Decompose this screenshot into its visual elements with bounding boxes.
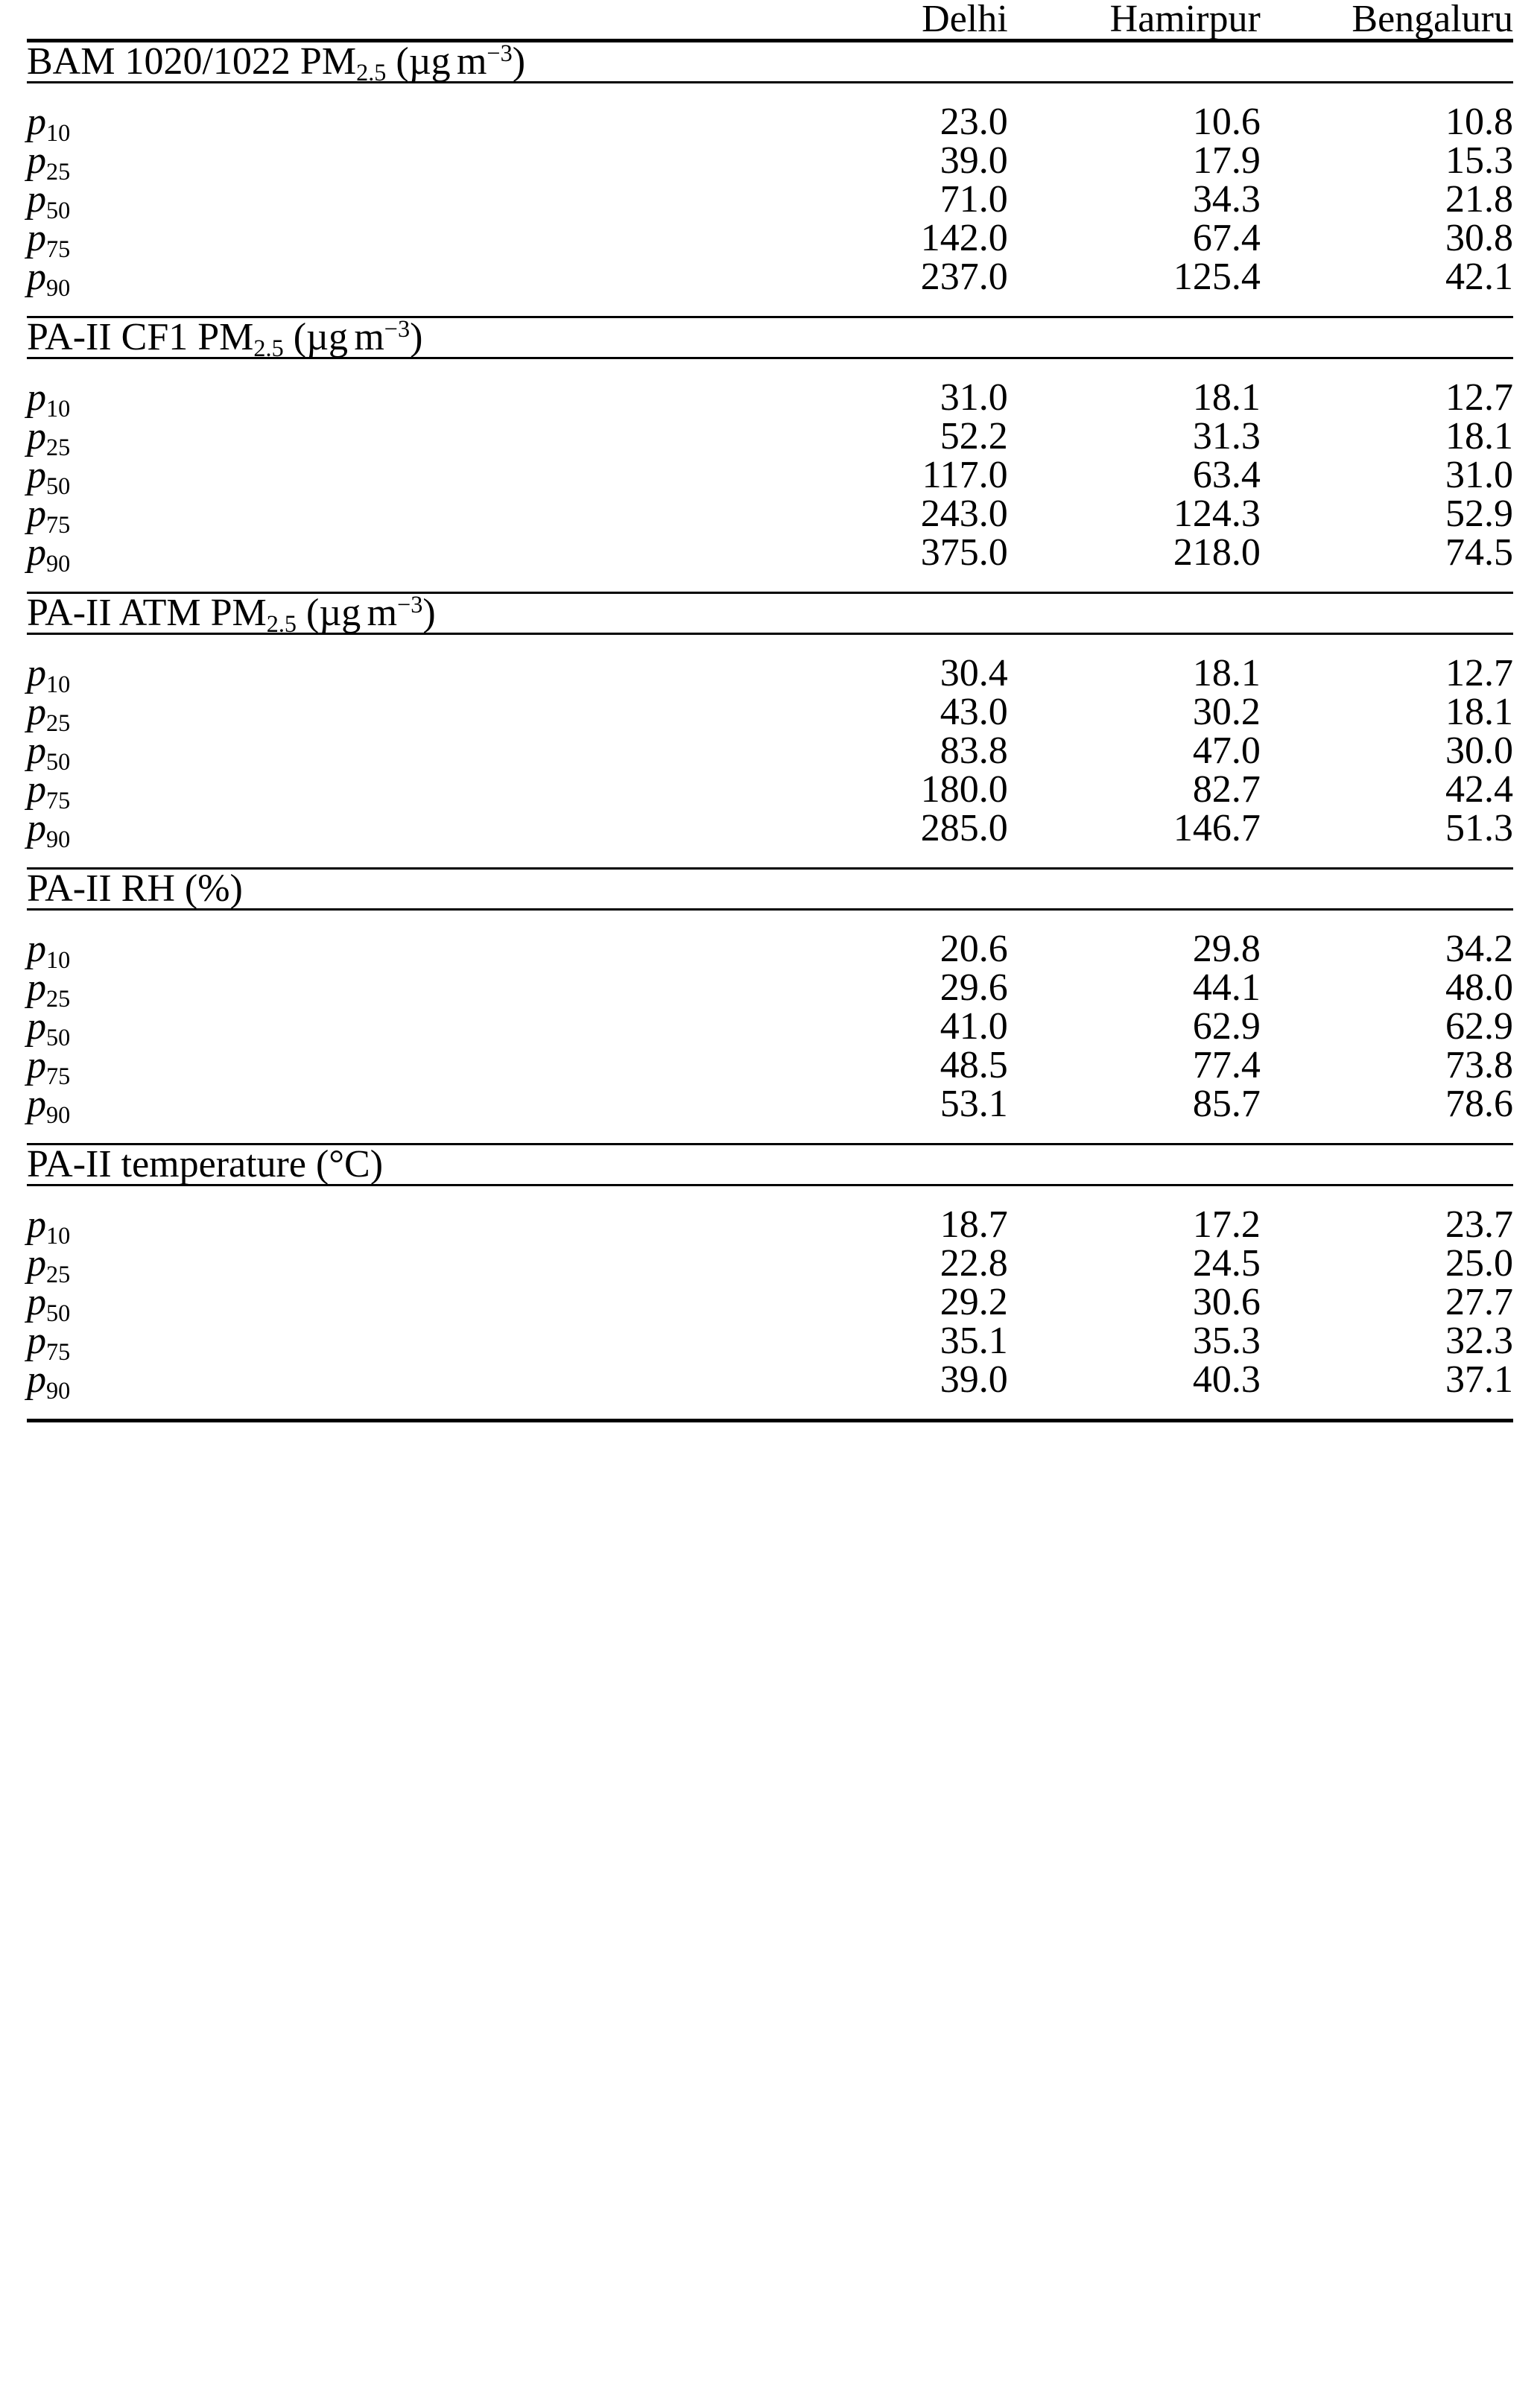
value-delhi: 142.0: [920, 217, 1008, 259]
value-bengaluru: 42.4: [1445, 768, 1513, 811]
value-bengaluru: 31.0: [1445, 454, 1513, 496]
value-bengaluru: 30.8: [1445, 217, 1513, 259]
value-hamirpur: 17.9: [1192, 139, 1261, 182]
value-hamirpur: 63.4: [1192, 454, 1261, 496]
value-bengaluru: 73.8: [1445, 1044, 1513, 1086]
value-delhi: 20.6: [755, 910, 1008, 969]
section-title: PA-II ATM $PM_{2.5}$ (µg $m^{-3}$): [27, 593, 1513, 634]
value-hamirpur: 35.3: [1192, 1320, 1261, 1362]
value-hamirpur: 124.3: [1173, 493, 1261, 535]
table-header: [27, 0, 1513, 41]
table-row: [27, 180, 1513, 219]
value-bengaluru: 30.0: [1445, 729, 1513, 772]
value-delhi: 31.0: [755, 358, 1008, 418]
row-label: $p_{75}$: [27, 217, 71, 263]
value-delhi: 48.5: [939, 1044, 1008, 1086]
value-delhi: 243.0: [920, 493, 1008, 535]
row-label: $p_{25}$: [27, 1242, 71, 1288]
value-hamirpur: 30.2: [1192, 691, 1261, 733]
row-label: $p_{75}$: [27, 1320, 71, 1366]
value-hamirpur: 24.5: [1192, 1242, 1261, 1285]
row-label: $p_{10}$: [27, 358, 755, 418]
value-hamirpur: 18.1: [1008, 634, 1261, 694]
value-delhi: 180.0: [920, 768, 1008, 811]
summary-statistics-table: [27, 0, 1513, 1424]
value-bengaluru: 12.7: [1261, 634, 1513, 694]
table-row: [27, 1007, 1513, 1046]
value-delhi: 375.0: [920, 531, 1008, 574]
value-hamirpur: 44.1: [1192, 966, 1261, 1009]
value-delhi: 23.0: [755, 83, 1008, 142]
value-hamirpur: 17.2: [1008, 1185, 1261, 1245]
value-delhi: 83.8: [939, 729, 1008, 772]
section-header-row: [27, 1144, 1513, 1185]
section-header-row: [27, 317, 1513, 358]
section-header-row: [27, 593, 1513, 634]
value-delhi: 30.4: [755, 634, 1008, 694]
value-hamirpur: 34.3: [1192, 178, 1261, 221]
value-hamirpur: 146.7: [1173, 807, 1261, 849]
section-title: BAM 1020/1022 $PM_{2.5}$ (µg $m^{-3}$): [27, 41, 1513, 83]
column-header-bengaluru: Bengaluru: [1352, 0, 1513, 40]
row-label: $p_{75}$: [27, 1044, 71, 1090]
row-label: $p_{25}$: [27, 691, 71, 737]
row-label: $p_{50}$: [27, 1281, 71, 1327]
table-row: [27, 1085, 1513, 1144]
row-label: $p_{25}$: [27, 966, 71, 1013]
value-bengaluru: 18.1: [1445, 691, 1513, 733]
row-label: $p_{50}$: [27, 178, 71, 224]
value-bengaluru: 21.8: [1445, 178, 1513, 221]
table-row: [27, 456, 1513, 495]
value-delhi: 285.0: [920, 807, 1008, 849]
table-row: [27, 770, 1513, 809]
value-bengaluru: 10.8: [1261, 83, 1513, 142]
section-header-row: [27, 41, 1513, 83]
section-title: PA-II temperature (°C): [27, 1144, 1513, 1185]
table-row: [27, 969, 1513, 1007]
value-bengaluru: 42.1: [1445, 256, 1513, 298]
row-label: $p_{90}$: [27, 1358, 71, 1405]
value-delhi: 22.8: [939, 1242, 1008, 1285]
rule-cell: [27, 1421, 1513, 1425]
row-label: $p_{10}$: [27, 634, 755, 694]
value-delhi: 41.0: [939, 1005, 1008, 1048]
table-row: [27, 1361, 1513, 1421]
table-row: [27, 1046, 1513, 1085]
section-title: PA-II RH (%): [27, 869, 1513, 910]
table-row: [27, 1322, 1513, 1361]
row-label: $p_{75}$: [27, 768, 71, 814]
row-label: $p_{50}$: [27, 729, 71, 776]
row-label: $p_{10}$: [27, 910, 755, 969]
row-label: $p_{90}$: [27, 531, 71, 577]
value-hamirpur: 85.7: [1192, 1083, 1261, 1125]
row-label: $p_{90}$: [27, 256, 71, 302]
value-delhi: 35.1: [939, 1320, 1008, 1362]
value-bengaluru: 32.3: [1445, 1320, 1513, 1362]
value-bengaluru: 25.0: [1445, 1242, 1513, 1285]
value-bengaluru: 52.9: [1445, 493, 1513, 535]
value-hamirpur: 62.9: [1192, 1005, 1261, 1048]
value-hamirpur: 82.7: [1192, 768, 1261, 811]
column-header-hamirpur: Hamirpur: [1109, 0, 1261, 40]
value-bengaluru: 48.0: [1445, 966, 1513, 1009]
row-label: $p_{75}$: [27, 493, 71, 539]
value-hamirpur: 30.6: [1192, 1281, 1261, 1323]
table-row: [27, 809, 1513, 869]
value-delhi: 71.0: [939, 178, 1008, 221]
value-delhi: 237.0: [920, 256, 1008, 298]
row-label: $p_{50}$: [27, 1005, 71, 1051]
row-label: $p_{10}$: [27, 83, 755, 142]
value-hamirpur: 125.4: [1173, 256, 1261, 298]
value-delhi: 52.2: [939, 415, 1008, 458]
table-row: [27, 534, 1513, 593]
table-row: [27, 634, 1513, 694]
table-row: [27, 910, 1513, 969]
value-hamirpur: 47.0: [1192, 729, 1261, 772]
value-bengaluru: 15.3: [1445, 139, 1513, 182]
value-hamirpur: 40.3: [1192, 1358, 1261, 1401]
table-row: [27, 495, 1513, 534]
value-bengaluru: 27.7: [1445, 1281, 1513, 1323]
value-bengaluru: 18.1: [1445, 415, 1513, 458]
value-delhi: 43.0: [939, 691, 1008, 733]
value-hamirpur: 218.0: [1173, 531, 1261, 574]
table-row: [27, 258, 1513, 317]
value-delhi: 18.7: [755, 1185, 1008, 1245]
value-hamirpur: 31.3: [1192, 415, 1261, 458]
table-row: [27, 1283, 1513, 1322]
value-bengaluru: 23.7: [1261, 1185, 1513, 1245]
row-label: $p_{25}$: [27, 415, 71, 461]
table-row: [27, 1244, 1513, 1283]
value-hamirpur: 29.8: [1008, 910, 1261, 969]
value-hamirpur: 67.4: [1192, 217, 1261, 259]
table-row: [27, 358, 1513, 418]
row-label: $p_{50}$: [27, 454, 71, 500]
table-body: [27, 41, 1513, 1425]
value-bengaluru: 78.6: [1445, 1083, 1513, 1125]
value-bengaluru: 74.5: [1445, 531, 1513, 574]
value-hamirpur: 10.6: [1008, 83, 1261, 142]
table-row: [27, 1185, 1513, 1245]
table-row: [27, 732, 1513, 770]
row-label: $p_{90}$: [27, 1083, 71, 1129]
table-row: [27, 417, 1513, 456]
value-delhi: 117.0: [922, 454, 1008, 496]
row-label: $p_{90}$: [27, 807, 71, 853]
value-bengaluru: 37.1: [1445, 1358, 1513, 1401]
value-bengaluru: 12.7: [1261, 358, 1513, 418]
section-header-row: [27, 869, 1513, 910]
row-label: $p_{10}$: [27, 1185, 755, 1245]
value-delhi: 29.2: [939, 1281, 1008, 1323]
section-title: PA-II CF1 $PM_{2.5}$ (µg $m^{-3}$): [27, 317, 1513, 358]
table-row: [27, 219, 1513, 258]
value-delhi: 39.0: [939, 139, 1008, 182]
column-header-delhi: Delhi: [922, 0, 1008, 40]
value-hamirpur: 77.4: [1192, 1044, 1261, 1086]
table-row: [27, 693, 1513, 732]
value-bengaluru: 34.2: [1261, 910, 1513, 969]
value-delhi: 39.0: [939, 1358, 1008, 1401]
value-bengaluru: 51.3: [1445, 807, 1513, 849]
column-header-statistic: [27, 0, 755, 41]
header-row: [27, 0, 1513, 41]
value-delhi: 53.1: [939, 1083, 1008, 1125]
table-bottom-rule: [27, 1421, 1513, 1425]
value-delhi: 29.6: [939, 966, 1008, 1009]
row-label: $p_{25}$: [27, 139, 71, 186]
value-hamirpur: 18.1: [1008, 358, 1261, 418]
value-bengaluru: 62.9: [1445, 1005, 1513, 1048]
table-row: [27, 142, 1513, 180]
table-row: [27, 83, 1513, 142]
